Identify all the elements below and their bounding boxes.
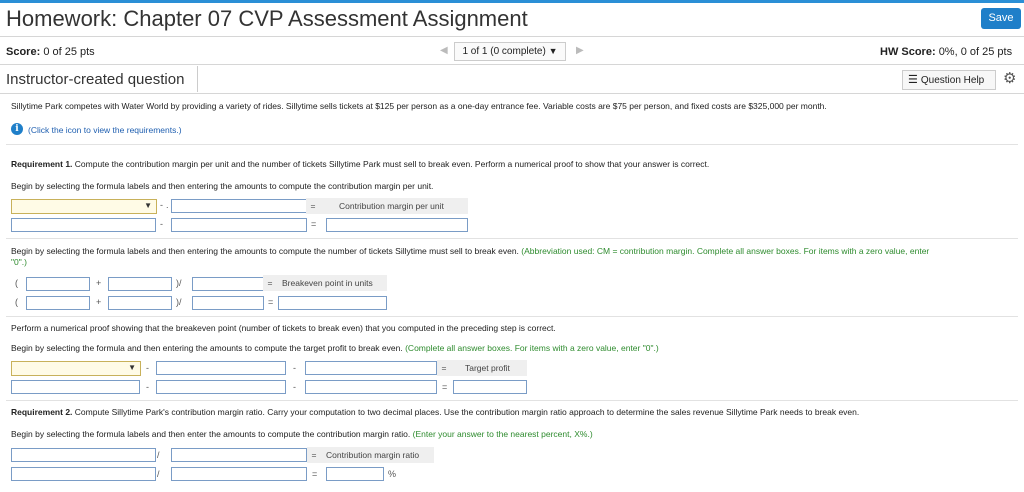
be-formula-label-3[interactable] bbox=[192, 277, 264, 291]
op-open-paren: ( bbox=[15, 297, 18, 307]
be-result-label bbox=[263, 275, 387, 291]
be-amount-1[interactable] bbox=[26, 296, 90, 310]
score-label: Score: bbox=[6, 46, 41, 58]
be-formula-label-1[interactable] bbox=[26, 277, 90, 291]
cm-result-label bbox=[306, 198, 468, 214]
save-button[interactable]: Save bbox=[981, 8, 1021, 29]
cmr-answer[interactable] bbox=[326, 467, 384, 481]
op-dot: . bbox=[166, 200, 169, 210]
tp-hint: (Complete all answer boxes. For items with a zero value, enter "0".) bbox=[405, 343, 659, 353]
hw-score-value: 0%, 0 of 25 pts bbox=[938, 46, 1013, 58]
op-equals: = bbox=[268, 297, 274, 307]
op-minus: - bbox=[293, 363, 296, 373]
be-amount-2[interactable] bbox=[108, 296, 172, 310]
be-amount-3[interactable] bbox=[192, 296, 264, 310]
op-equals: = bbox=[267, 278, 273, 288]
cmr-amount-2[interactable] bbox=[171, 467, 307, 481]
percent-sign: % bbox=[388, 469, 397, 479]
tp-amount-1[interactable] bbox=[11, 380, 140, 394]
list-icon: ☰ bbox=[908, 74, 918, 86]
chevron-down-icon: ▼ bbox=[128, 363, 136, 372]
page-title: Homework: Chapter 07 CVP Assessment Assignment bbox=[6, 6, 528, 31]
chevron-down-icon: ▼ bbox=[548, 46, 558, 56]
op-minus: - bbox=[293, 382, 296, 392]
score bbox=[6, 46, 95, 58]
op-slash: / bbox=[157, 450, 160, 460]
op-equals: = bbox=[310, 201, 316, 211]
question-selector[interactable] bbox=[454, 42, 566, 61]
req2-text bbox=[11, 407, 859, 417]
hw-score bbox=[880, 46, 1012, 58]
cmr-formula-label-2[interactable] bbox=[171, 448, 307, 462]
prev-question-icon[interactable]: ◀ bbox=[440, 45, 448, 56]
op-open-paren: ( bbox=[15, 278, 18, 288]
be-instruction bbox=[11, 246, 929, 256]
cm-formula-select-1[interactable] bbox=[11, 199, 157, 214]
vertical-separator bbox=[197, 66, 198, 92]
be-answer[interactable] bbox=[278, 296, 387, 310]
tp-formula-select-1[interactable] bbox=[11, 361, 141, 376]
score-value: 0 of 25 pts bbox=[43, 46, 95, 58]
instructor-created-label: Instructor-created question bbox=[6, 71, 185, 88]
be-hint-cont: "0".) bbox=[11, 257, 27, 267]
pager-text: 1 of 1 (0 complete) bbox=[462, 46, 546, 57]
be-hint: (Abbreviation used: CM = contribution margin. Complete all answer boxes. For items with a zero value, enter bbox=[521, 246, 930, 256]
tp-answer[interactable] bbox=[453, 380, 527, 394]
be-result-text: Breakeven point in units bbox=[282, 278, 373, 288]
instr-divider bbox=[0, 93, 1024, 94]
op-equals: = bbox=[442, 382, 448, 392]
info-icon[interactable]: i bbox=[11, 123, 23, 135]
be-formula-label-2[interactable] bbox=[108, 277, 172, 291]
problem-intro: Sillytime Park competes with Water World by providing a variety of rides. Sillytime sells tickets at $125 per person as a one-day entrance fee. Variable costs are $75 per person, and fixed costs are $325,000 per month. bbox=[11, 101, 827, 111]
requirements-link[interactable]: (Click the icon to view the requirements.) bbox=[28, 125, 182, 135]
cm-answer[interactable] bbox=[326, 218, 468, 232]
next-question-icon[interactable]: ▶ bbox=[576, 45, 584, 56]
tp-instruction-text: Begin by selecting the formula and then entering the amounts to compute the target profit to break even. bbox=[11, 343, 403, 353]
gear-icon[interactable]: ⚙ bbox=[1003, 70, 1017, 87]
op-minus: - bbox=[160, 200, 163, 210]
section-divider bbox=[6, 400, 1018, 401]
cm-instruction: Begin by selecting the formula labels and then entering the amounts to compute the contribution margin per unit. bbox=[11, 181, 434, 191]
op-slash: / bbox=[157, 469, 160, 479]
req2-body: Compute Sillytime Park's contribution margin ratio. Carry your computation to two decimal places. Use the contribution margin ratio approach to determine the sales revenue Sillytime Park needs to break even. bbox=[72, 407, 860, 417]
op-equals: = bbox=[311, 219, 317, 229]
question-pager bbox=[436, 42, 586, 60]
proof-instruction: Perform a numerical proof showing that the breakeven point (number of tickets to break even) that you computed in the preceding step is correct. bbox=[11, 323, 556, 333]
op-equals: = bbox=[441, 363, 447, 373]
op-equals: = bbox=[312, 469, 318, 479]
req2-hint: (Enter your answer to the nearest percent, X%.) bbox=[412, 429, 593, 439]
req2-instruction bbox=[11, 429, 593, 439]
chevron-down-icon: ▼ bbox=[144, 201, 152, 210]
section-divider bbox=[6, 144, 1018, 145]
top-accent-bar bbox=[0, 0, 1024, 3]
question-help-button[interactable] bbox=[902, 70, 996, 90]
tp-result-label bbox=[437, 360, 527, 376]
cm-amount-2[interactable] bbox=[171, 218, 307, 232]
tp-result-text: Target profit bbox=[465, 363, 510, 373]
op-close-div: )/ bbox=[176, 297, 182, 307]
tp-instruction bbox=[11, 343, 659, 353]
req2-instruction-text: Begin by selecting the formula labels and then enter the amounts to compute the contribution margin ratio. bbox=[11, 429, 411, 439]
req2-label: Requirement 2. bbox=[11, 407, 73, 417]
req1-label: Requirement 1. bbox=[11, 159, 73, 169]
op-close-div: )/ bbox=[176, 278, 182, 288]
op-plus: + bbox=[96, 297, 102, 307]
cmr-result-label bbox=[307, 447, 434, 463]
req1-body: Compute the contribution margin per unit and the number of tickets Sillytime Park must sell to break even. Perform a numerical proof to show that your answer is correct. bbox=[72, 159, 710, 169]
tp-formula-label-3[interactable] bbox=[305, 361, 437, 375]
cmr-formula-label-1[interactable] bbox=[11, 448, 156, 462]
hw-score-label: HW Score: bbox=[880, 46, 936, 58]
op-minus: - bbox=[160, 219, 163, 229]
tp-amount-3[interactable] bbox=[305, 380, 437, 394]
score-divider bbox=[0, 64, 1024, 65]
op-minus: - bbox=[146, 382, 149, 392]
be-instruction-text: Begin by selecting the formula labels and then entering the amounts to compute the number of tickets Sillytime must sell to break even. bbox=[11, 246, 519, 256]
tp-formula-label-2[interactable] bbox=[156, 361, 286, 375]
section-divider bbox=[6, 316, 1018, 317]
cm-amount-1[interactable] bbox=[11, 218, 156, 232]
section-divider bbox=[6, 238, 1018, 239]
header-divider bbox=[0, 36, 1024, 37]
op-equals: = bbox=[311, 450, 317, 460]
question-help-label: Question Help bbox=[920, 75, 985, 86]
cm-formula-label-2[interactable] bbox=[171, 199, 307, 213]
req1-text bbox=[11, 159, 709, 169]
tp-amount-2[interactable] bbox=[156, 380, 286, 394]
op-minus: - bbox=[146, 363, 149, 373]
cmr-result-text: Contribution margin ratio bbox=[326, 450, 420, 460]
cmr-amount-1[interactable] bbox=[11, 467, 156, 481]
op-plus: + bbox=[96, 278, 102, 288]
cm-result-text: Contribution margin per unit bbox=[339, 201, 444, 211]
